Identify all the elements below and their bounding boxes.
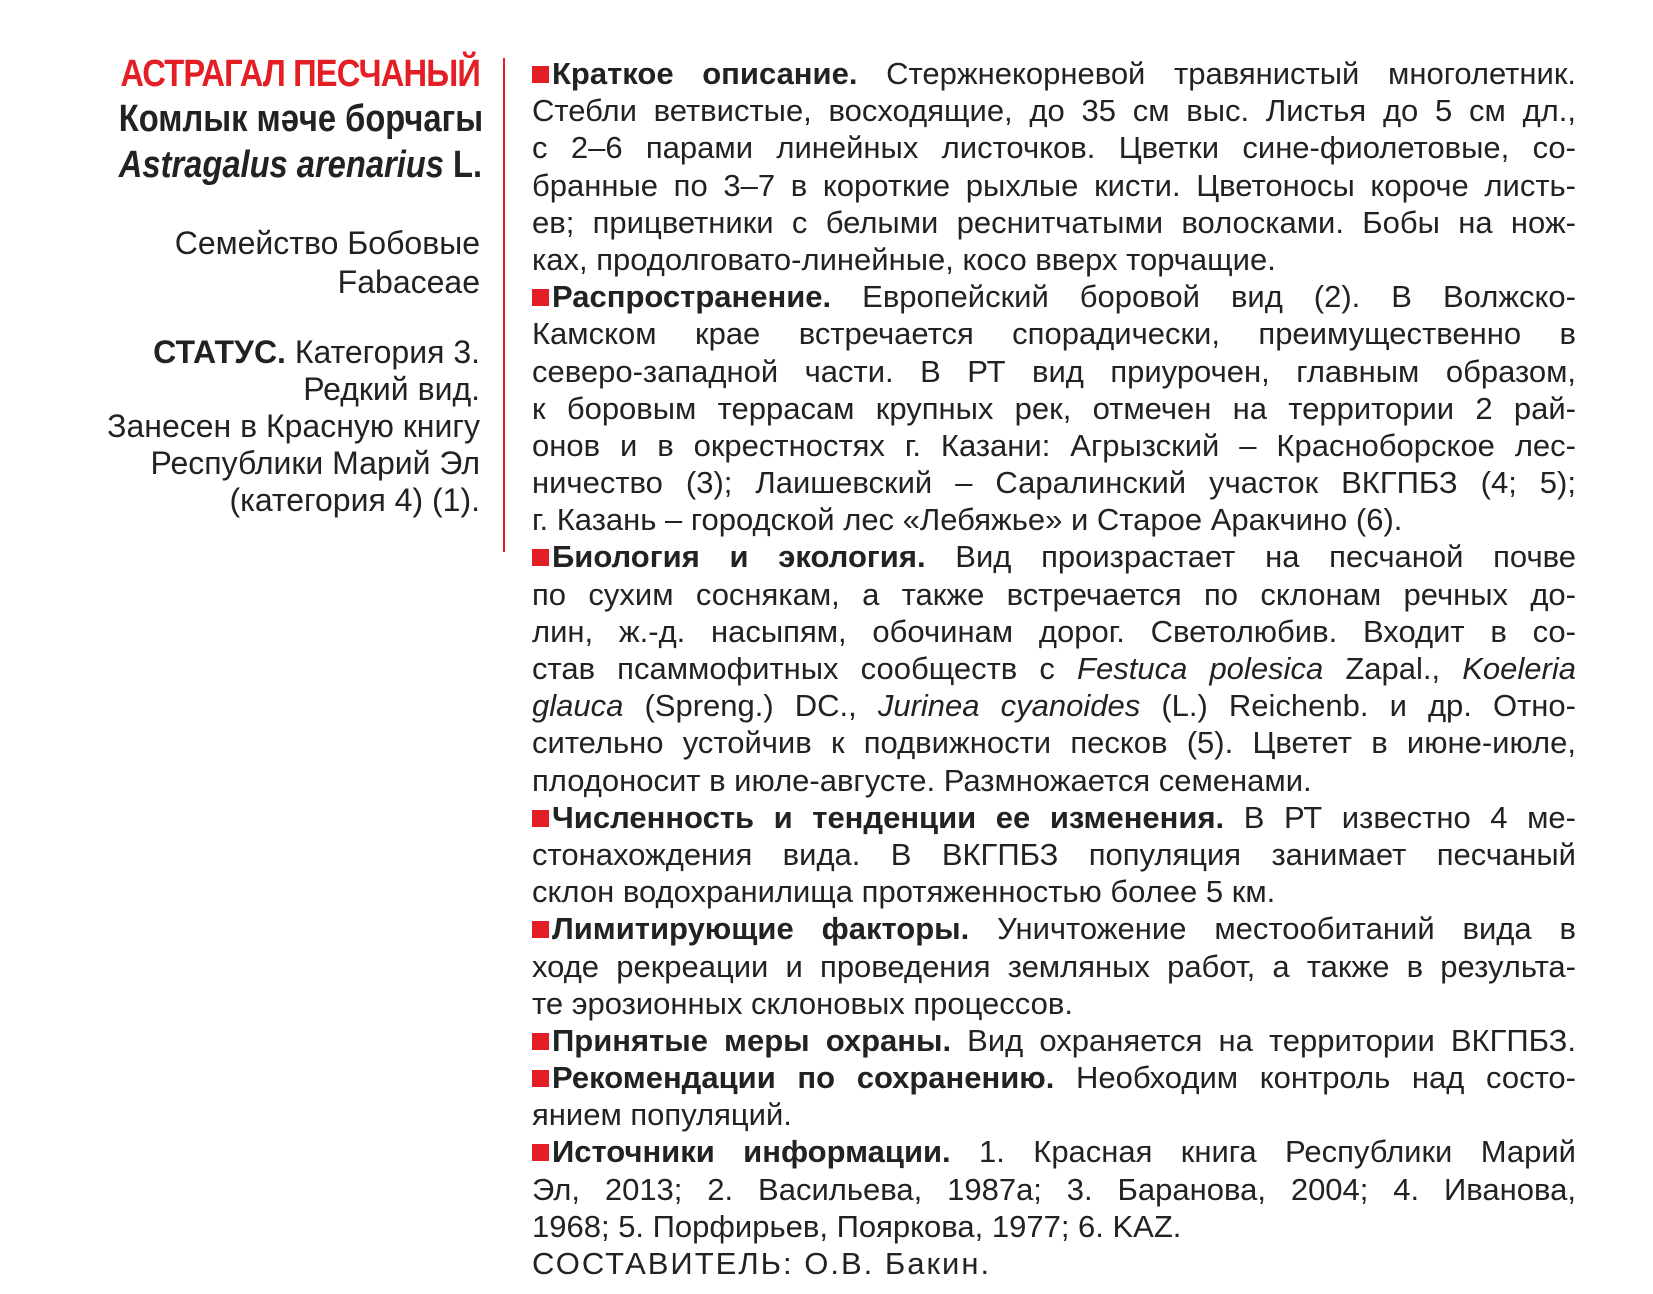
species-italic: Koeleria <box>1462 651 1576 686</box>
text-line <box>532 1208 1576 1245</box>
status-line-4: Республики Марий Эл <box>150 445 480 481</box>
section-abundance <box>532 799 1576 836</box>
section-text: г. Казань – городской лес «Лебяжье» и Старое Аракчино (6). <box>532 502 1403 538</box>
section-text: Эл, 2013; 2. Васильева, 1987а; 3. Баранова, 2004; 4. Иванова, <box>532 1171 1576 1207</box>
text-line <box>532 985 1576 1022</box>
section-measures <box>532 1022 1576 1059</box>
species-italic: Festuca polesica <box>1077 651 1324 686</box>
text-line <box>532 762 1576 799</box>
species-name-tatar: Комлык мәче борчагы <box>118 98 484 140</box>
status-line-1 <box>60 334 480 371</box>
section-heading: Принятые меры охраны. <box>552 1022 952 1058</box>
text-line <box>532 129 1576 166</box>
status-block <box>60 334 480 519</box>
section-text: склон водохранилища протяженностью более 5 км. <box>532 874 1276 910</box>
section-text: Стержнекорневой травянистый многолетник. <box>886 56 1576 91</box>
red-square-bullet-icon <box>532 549 549 566</box>
section-text: 1968; 5. Порфирьев, Пояркова, 1977; 6. KAZ. <box>532 1208 1182 1244</box>
status-line-2: Редкий вид. <box>303 371 480 407</box>
text-line <box>532 836 1576 873</box>
text-line <box>532 464 1576 501</box>
status-label: СТАТУС. <box>153 334 286 370</box>
section-text: В РТ известно 4 ме- <box>1243 799 1576 835</box>
species-italic: Jurinea cyanoides <box>877 688 1141 724</box>
section-heading: Лимитирующие факторы. <box>552 911 970 947</box>
section-text: Уничтожение местообитаний вида в <box>997 911 1576 947</box>
text-line <box>532 1134 1576 1169</box>
section-text: к боровым террасам крупных рек, отмечен на территории 2 рай- <box>532 390 1576 426</box>
text-line <box>532 650 1576 687</box>
section-biology <box>532 538 1576 575</box>
section-text: лин, ж.-д. насыпям, обочинам дорог. Светолюбив. Входит в со- <box>532 613 1576 649</box>
text-line <box>532 279 1576 314</box>
section-recommendations <box>532 1059 1576 1096</box>
red-square-bullet-icon <box>532 1033 549 1050</box>
text-line <box>532 948 1576 985</box>
text-line <box>532 873 1576 910</box>
text-line <box>532 1096 1576 1133</box>
text-line <box>532 241 1576 278</box>
section-text: янием популяций. <box>532 1097 792 1133</box>
text-line <box>532 1023 1576 1058</box>
red-square-bullet-icon <box>532 1144 549 1161</box>
section-text: ев; прицветники с белыми реснитчатыми волосками. Бобы на нож- <box>532 204 1576 240</box>
red-square-bullet-icon <box>532 1070 549 1087</box>
section-heading: Численность и тенденции ее изменения. <box>552 799 1225 835</box>
text-line <box>532 539 1576 574</box>
section-heading: Источники информации. <box>552 1134 951 1170</box>
section-text <box>532 651 1576 686</box>
plain-text: став псаммофитных сообществ с <box>532 651 1055 686</box>
text-line <box>532 204 1576 241</box>
section-heading: Рекомендации по сохранению. <box>552 1060 1055 1096</box>
text-line <box>532 1060 1576 1095</box>
text-line <box>532 687 1576 724</box>
text-line <box>532 353 1576 390</box>
text-line <box>532 576 1576 613</box>
section-text: Стебли ветвистые, восходящие, до 35 см выс. Листья до 5 см дл., <box>532 93 1576 129</box>
section-text: с 2–6 парами линейных листочков. Цветки сине-фиолетовые, со- <box>532 130 1576 166</box>
text-line <box>532 167 1576 204</box>
section-text: Камском крае встречается спорадически, преимущественно в <box>532 316 1576 352</box>
latin-author: L. <box>453 144 483 186</box>
section-sources <box>532 1133 1576 1170</box>
text-line <box>532 800 1576 835</box>
section-text: Вид произрастает на песчаной почве <box>955 539 1577 575</box>
section-text <box>532 688 1576 723</box>
section-text: ках, продолговато-линейные, косо вверх торчащие. <box>532 241 1276 277</box>
family-russian: Семейство Бобовые <box>174 225 480 261</box>
compiler-text: СОСТАВИТЕЛЬ: О.В. Бакин. <box>532 1246 992 1281</box>
section-text: Европейский боровой вид (2). В Волжско- <box>862 279 1576 315</box>
section-text: плодоносит в июле-августе. Размножается семенами. <box>532 762 1312 798</box>
section-text: северо-западной части. В РТ вид приурочен, главным образом, <box>532 353 1576 389</box>
section-heading: Краткое описание. <box>552 56 858 91</box>
text-line <box>532 92 1576 129</box>
section-limiting-factors <box>532 910 1576 947</box>
section-text: стонахождения вида. В ВКГПБЗ популяция занимает песчаный <box>532 836 1576 872</box>
section-text: онов и в окрестностях г. Казани: Агрызский – Красноборское лес- <box>532 427 1576 463</box>
section-text: Необходим контроль над состо- <box>1076 1060 1576 1096</box>
text-line <box>532 724 1576 761</box>
text-line <box>532 1171 1576 1208</box>
text-line <box>532 911 1576 946</box>
red-square-bullet-icon <box>532 921 549 938</box>
section-description <box>532 55 1576 92</box>
red-square-bullet-icon <box>532 66 549 83</box>
species-header-column <box>60 52 484 519</box>
plain-text: (Spreng.) DC., <box>644 688 857 724</box>
text-line <box>532 613 1576 650</box>
red-square-bullet-icon <box>532 810 549 827</box>
text-line <box>532 315 1576 352</box>
family-block <box>60 224 480 302</box>
text-line <box>532 427 1576 464</box>
species-name-russian: АСТРАГАЛ ПЕСЧАНЫЙ <box>120 53 480 95</box>
section-heading: Биология и экология. <box>552 539 926 575</box>
text-line <box>532 501 1576 538</box>
family-latin: Fabaceae <box>337 264 480 300</box>
status-line-5: (категория 4) (1). <box>229 482 480 518</box>
status-category: Категория 3. <box>294 334 480 370</box>
section-distribution <box>532 278 1576 315</box>
section-text: Вид охраняется на территории ВКГПБЗ. <box>967 1022 1576 1058</box>
section-heading: Распространение. <box>552 279 832 315</box>
section-text: по сухим соснякам, а также встречается по склонам речных до- <box>532 576 1576 612</box>
text-line <box>532 56 1576 91</box>
section-text: ничество (3); Лаишевский – Саралинский участок ВКГПБЗ (4; 5); <box>532 465 1576 501</box>
section-text: ходе рекреации и проведения земляных работ, а также в результа- <box>532 948 1576 984</box>
species-text-column <box>532 55 1576 1282</box>
plain-text: (L.) Reichenb. и др. Отно- <box>1161 688 1576 724</box>
plain-text: Zapal., <box>1345 651 1441 686</box>
status-line-3: Занесен в Красную книгу <box>107 408 480 444</box>
section-text: те эрозионных склоновых процессов. <box>532 985 1073 1021</box>
red-square-bullet-icon <box>532 289 549 306</box>
section-text: бранные по 3–7 в короткие рыхлые кисти. Цветоносы короче листь- <box>532 167 1576 203</box>
section-text: 1. Красная книга Республики Марий <box>979 1134 1576 1170</box>
latin-binomial: Astragalus arenarius <box>118 144 444 186</box>
species-italic: glauca <box>532 688 624 724</box>
compiler-line <box>532 1245 1576 1282</box>
section-text: сительно устойчив к подвижности песков (5). Цветет в июне-июле, <box>532 725 1576 761</box>
text-line <box>532 390 1576 427</box>
species-name-latin <box>118 142 483 188</box>
vertical-divider <box>503 58 505 552</box>
